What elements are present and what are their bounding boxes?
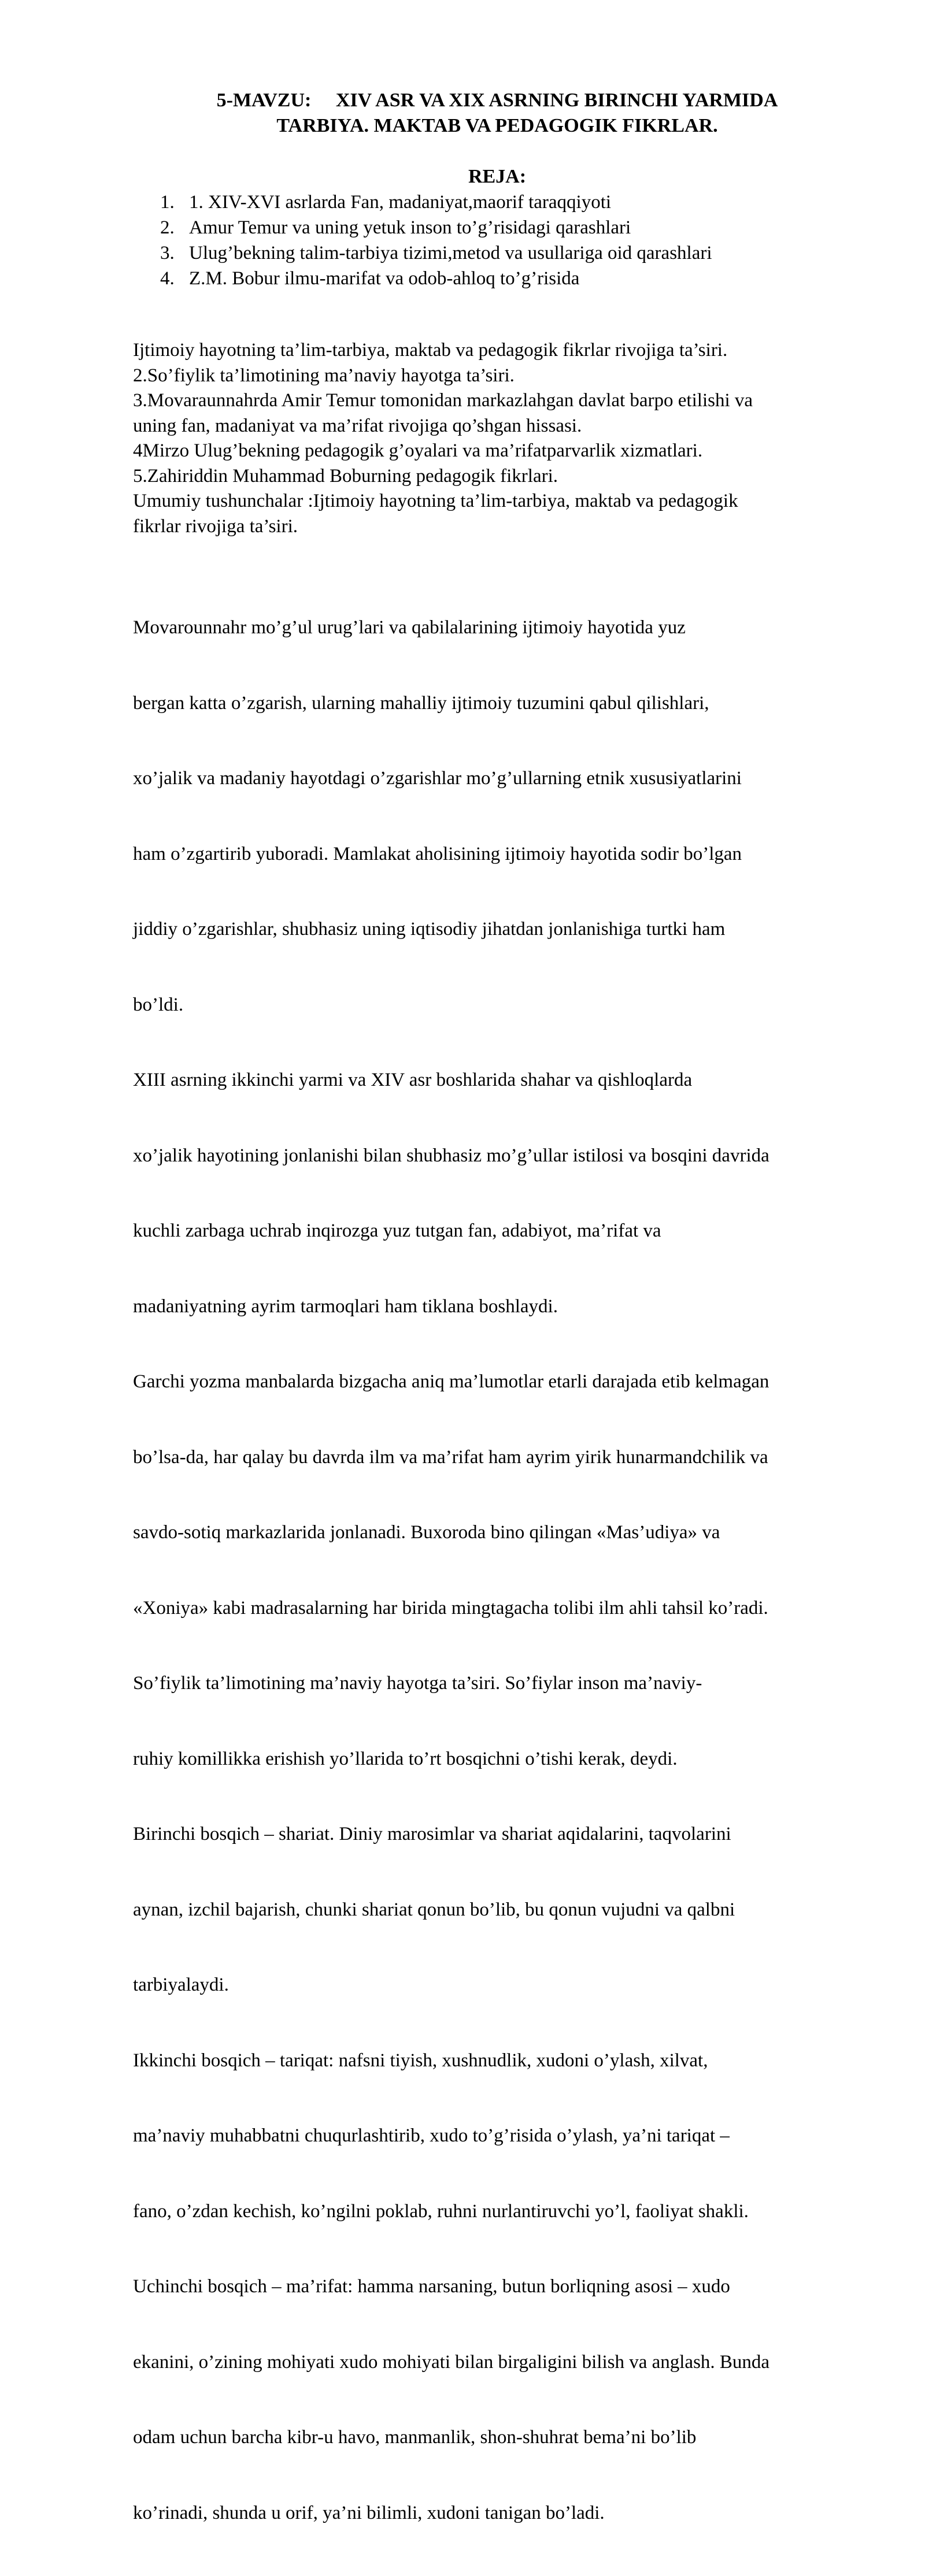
body-line: ekanini, o’zining mohiyati xudo mohiyati bilan birgaligini bilish va anglash. Bunda bbox=[133, 2351, 770, 2373]
body-line: Uchinchi bosqich – ma’rifat: hamma narsaning, butun borliqning asosi – xudo bbox=[133, 2276, 730, 2297]
body-line: Birinchi bosqich – shariat. Diniy marosimlar va shariat aqidalarini, taqvolarini bbox=[133, 1824, 731, 1844]
document-title bbox=[133, 88, 861, 139]
topic-line: 4Mirzo Ulug’bekning pedagogik g’oyalari va ma’rifatparvarlik xizmatlari. bbox=[133, 440, 703, 461]
topic-line: fikrlar rivojiga ta’siri. bbox=[133, 515, 298, 537]
body-block bbox=[133, 565, 873, 2576]
body-line: madaniyatning ayrim tarmoqlari ham tiklana boshlaydi. bbox=[133, 1296, 558, 1317]
topic-line: 2.So’fiylik ta’limotining ma’naviy hayotga ta’siri. bbox=[133, 365, 515, 386]
title-line: 5-MAVZU: XIV ASR VA XIX ASRNING BIRINCHI YARMIDA bbox=[216, 90, 778, 111]
topic-line: 3.Movaraunnahrda Amir Temur tomonidan markazlahgan davlat barpo etilishi va bbox=[133, 390, 753, 411]
title-line: TARBIYA. MAKTAB VA PEDAGOGIK FIKRLAR. bbox=[276, 115, 718, 136]
plan-item-number: 1. bbox=[160, 192, 175, 213]
body-line: savdo-sotiq markazlarida jonlanadi. Buxoroda bino qilingan «Mas’udiya» va bbox=[133, 1522, 720, 1543]
topic-line: Umumiy tushunchalar :Ijtimoiy hayotning ta’lim-tarbiya, maktab va pedagogik bbox=[133, 491, 738, 511]
topics-block bbox=[133, 338, 873, 539]
plan-item-number: 4. bbox=[160, 268, 175, 289]
body-line: aynan, izchil bajarish, chunki shariat qonun bo’lib, bu qonun vujudni va qalbni bbox=[133, 1899, 735, 1920]
plan-item bbox=[160, 215, 712, 240]
body-line: xo’jalik hayotining jonlanishi bilan shubhasiz mo’g’ullar istilosi va bosqini davrida bbox=[133, 1145, 769, 1166]
body-line: ruhiy komillikka erishish yo’llarida to’rt bosqichni o’tishi kerak, deydi. bbox=[133, 1748, 678, 1769]
body-line: ma’naviy muhabbatni chuqurlashtirib, xudo to’g’risida o’ylash, ya’ni tariqat – bbox=[133, 2125, 730, 2146]
body-line: bo’ldi. bbox=[133, 994, 184, 1015]
plan-item bbox=[160, 190, 712, 215]
body-line: So’fiylik ta’limotining ma’naviy hayotga ta’siri. So’fiylar inson ma’naviy- bbox=[133, 1673, 702, 1694]
plan-item-text: Amur Temur va uning yetuk inson to’g’risidagi qarashlari bbox=[189, 217, 631, 238]
topic-line: uning fan, madaniyat va ma’rifat rivojiga qo’shgan hissasi. bbox=[133, 415, 582, 436]
body-line: fano, o’zdan kechish, ko’ngilni poklab, ruhni nurlantiruvchi yo’l, faoliyat shakli. bbox=[133, 2200, 749, 2222]
plan-heading: REJA: bbox=[468, 166, 527, 187]
body-line: tarbiyalaydi. bbox=[133, 1974, 229, 1995]
body-line: ko’rinadi, shunda u orif, ya’ni bilimli, xudoni tanigan bo’ladi. bbox=[133, 2502, 605, 2523]
body-line: odam uchun barcha kibr-u havo, manmanlik, shon-shuhrat bema’ni bo’lib bbox=[133, 2427, 697, 2448]
body-line: jiddiy o’zgarishlar, shubhasiz uning iqtisodiy jihatdan jonlanishiga turtki ham bbox=[133, 919, 726, 940]
body-line: «Xoniya» kabi madrasalarning har birida mingtagacha tolibi ilm ahli tahsil ko’radi. bbox=[133, 1597, 768, 1619]
body-line: xo’jalik va madaniy hayotdagi o’zgarishlar mo’g’ullarning etnik xususiyatlarini bbox=[133, 768, 742, 789]
plan-item-number: 2. bbox=[160, 217, 175, 238]
body-line: ham o’zgartirib yuboradi. Mamlakat aholisining ijtimoiy hayotida sodir bo’lgan bbox=[133, 843, 742, 864]
body-line: bo’lsa-da, har qalay bu davrda ilm va ma’rifat ham ayrim yirik hunarmandchilik va bbox=[133, 1446, 768, 1468]
plan-item-text: 1. XIV-XVI asrlarda Fan, madaniyat,maorif taraqqiyoti bbox=[189, 192, 612, 213]
body-line: Garchi yozma manbalarda bizgacha aniq ma’lumotlar etarli darajada etib kelmagan bbox=[133, 1371, 769, 1392]
body-line: bergan katta o’zgarish, ularning mahalliy ijtimoiy tuzumini qabul qilishlari, bbox=[133, 692, 709, 714]
plan-item-text: Ulug’bekning talim-tarbiya tizimi,metod va usullariga oid qarashlari bbox=[189, 243, 712, 263]
body-line: Movarounnahr mo’g’ul urug’lari va qabilalarining ijtimoiy hayotida yuz bbox=[133, 617, 686, 638]
plan-item-number: 3. bbox=[160, 243, 175, 263]
topic-line: 5.Zahiriddin Muhammad Boburning pedagogik fikrlari. bbox=[133, 465, 558, 487]
plan-item bbox=[160, 240, 712, 266]
body-line: Ikkinchi bosqich – tariqat: nafsni tiyish, xushnudlik, xudoni o’ylash, xilvat, bbox=[133, 2050, 708, 2071]
plan-item bbox=[160, 266, 712, 291]
body-line: kuchli zarbaga uchrab inqirozga yuz tutgan fan, adabiyot, ma’rifat va bbox=[133, 1220, 661, 1241]
topic-line: Ijtimoiy hayotning ta’lim-tarbiya, maktab va pedagogik fikrlar rivojiga ta’siri. bbox=[133, 340, 728, 361]
plan-item-text: Z.M. Bobur ilmu-marifat va odob-ahloq to’g’risida bbox=[189, 268, 580, 289]
plan-list bbox=[160, 190, 712, 291]
body-line: XIII asrning ikkinchi yarmi va XIV asr boshlarida shahar va qishloqlarda bbox=[133, 1070, 693, 1090]
